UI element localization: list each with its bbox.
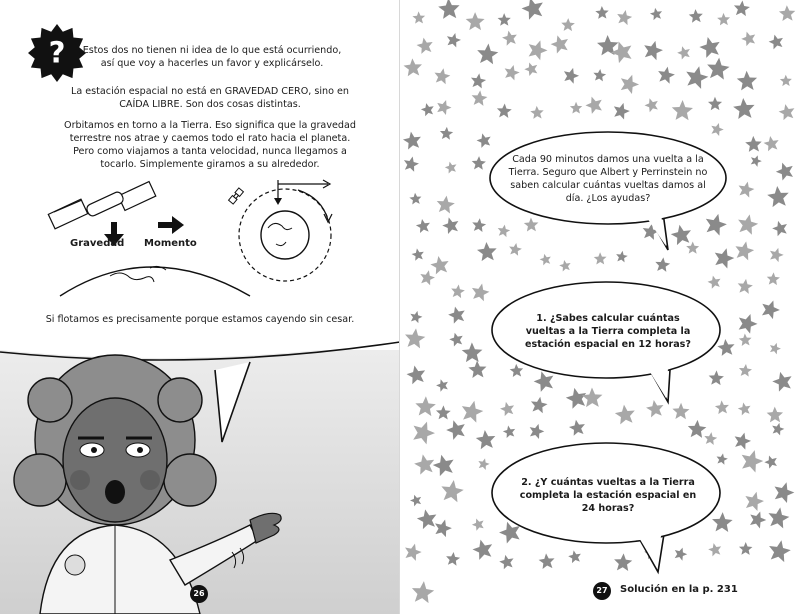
freefall-paragraph (60, 85, 360, 111)
page-number-right: 27 (593, 582, 611, 600)
earth-arc (60, 267, 250, 296)
paragraph-3: Orbitamos en torno a la Tierra. Eso significa que la gravedad terrestre nos atrae y caemos todo el rato hacia el planeta. Pero como viajamos a tanta velocidad, nunca llegamos a tocarlo. Simplemente giramos a su alrededor. (64, 120, 356, 170)
svg-text:?: ? (48, 35, 66, 70)
speech-bubbles (400, 0, 800, 614)
right-page (400, 0, 800, 614)
gravity-label: Gravedad (70, 238, 125, 249)
momentum-arrow-icon (158, 216, 184, 234)
solution-note: Solución en la p. 231 (620, 584, 738, 595)
question-burst-icon (28, 24, 86, 82)
orbit-paragraph (60, 119, 360, 171)
float-paragraph (40, 313, 360, 326)
bubble-3-text: 2. ¿Y cuántas vueltas a la Tierra completa la estación espacial en 24 horas? (519, 477, 697, 514)
mouth (105, 480, 125, 504)
bubble-1-text: Cada 90 minutos damos una vuelta a la Tierra. Seguro que Albert y Perrinstein no saben calcular cuántas vueltas damos al día. ¿Los ayudas? (508, 154, 708, 204)
paragraph-2: La estación espacial no está en GRAVEDAD CERO, sino en CAÍDA LIBRE. Son dos cosas distintas. (70, 86, 349, 110)
paragraph-4: Si flotamos es precisamente porque estamos cayendo sin cesar. (45, 314, 355, 325)
orbit-diagram (40, 178, 340, 303)
mini-station-icon (229, 188, 244, 204)
momentum-label: Momento (144, 238, 197, 249)
page-number-left: 26 (190, 585, 208, 603)
bubble-2-text: 1. ¿Sabes calcular cuántas vueltas a la Tierra completa la estación espacial en 12 horas? (525, 313, 691, 350)
suit-patch-icon (65, 555, 85, 575)
paragraph-1: Estos dos no tienen ni idea de lo que está ocurriendo, así que voy a hacerles un favor y explicárselo. (82, 45, 342, 69)
earth-icon (261, 211, 309, 259)
space-station-icon (48, 182, 155, 229)
astronaut-illustration (0, 330, 400, 614)
intro-paragraph (82, 44, 342, 70)
